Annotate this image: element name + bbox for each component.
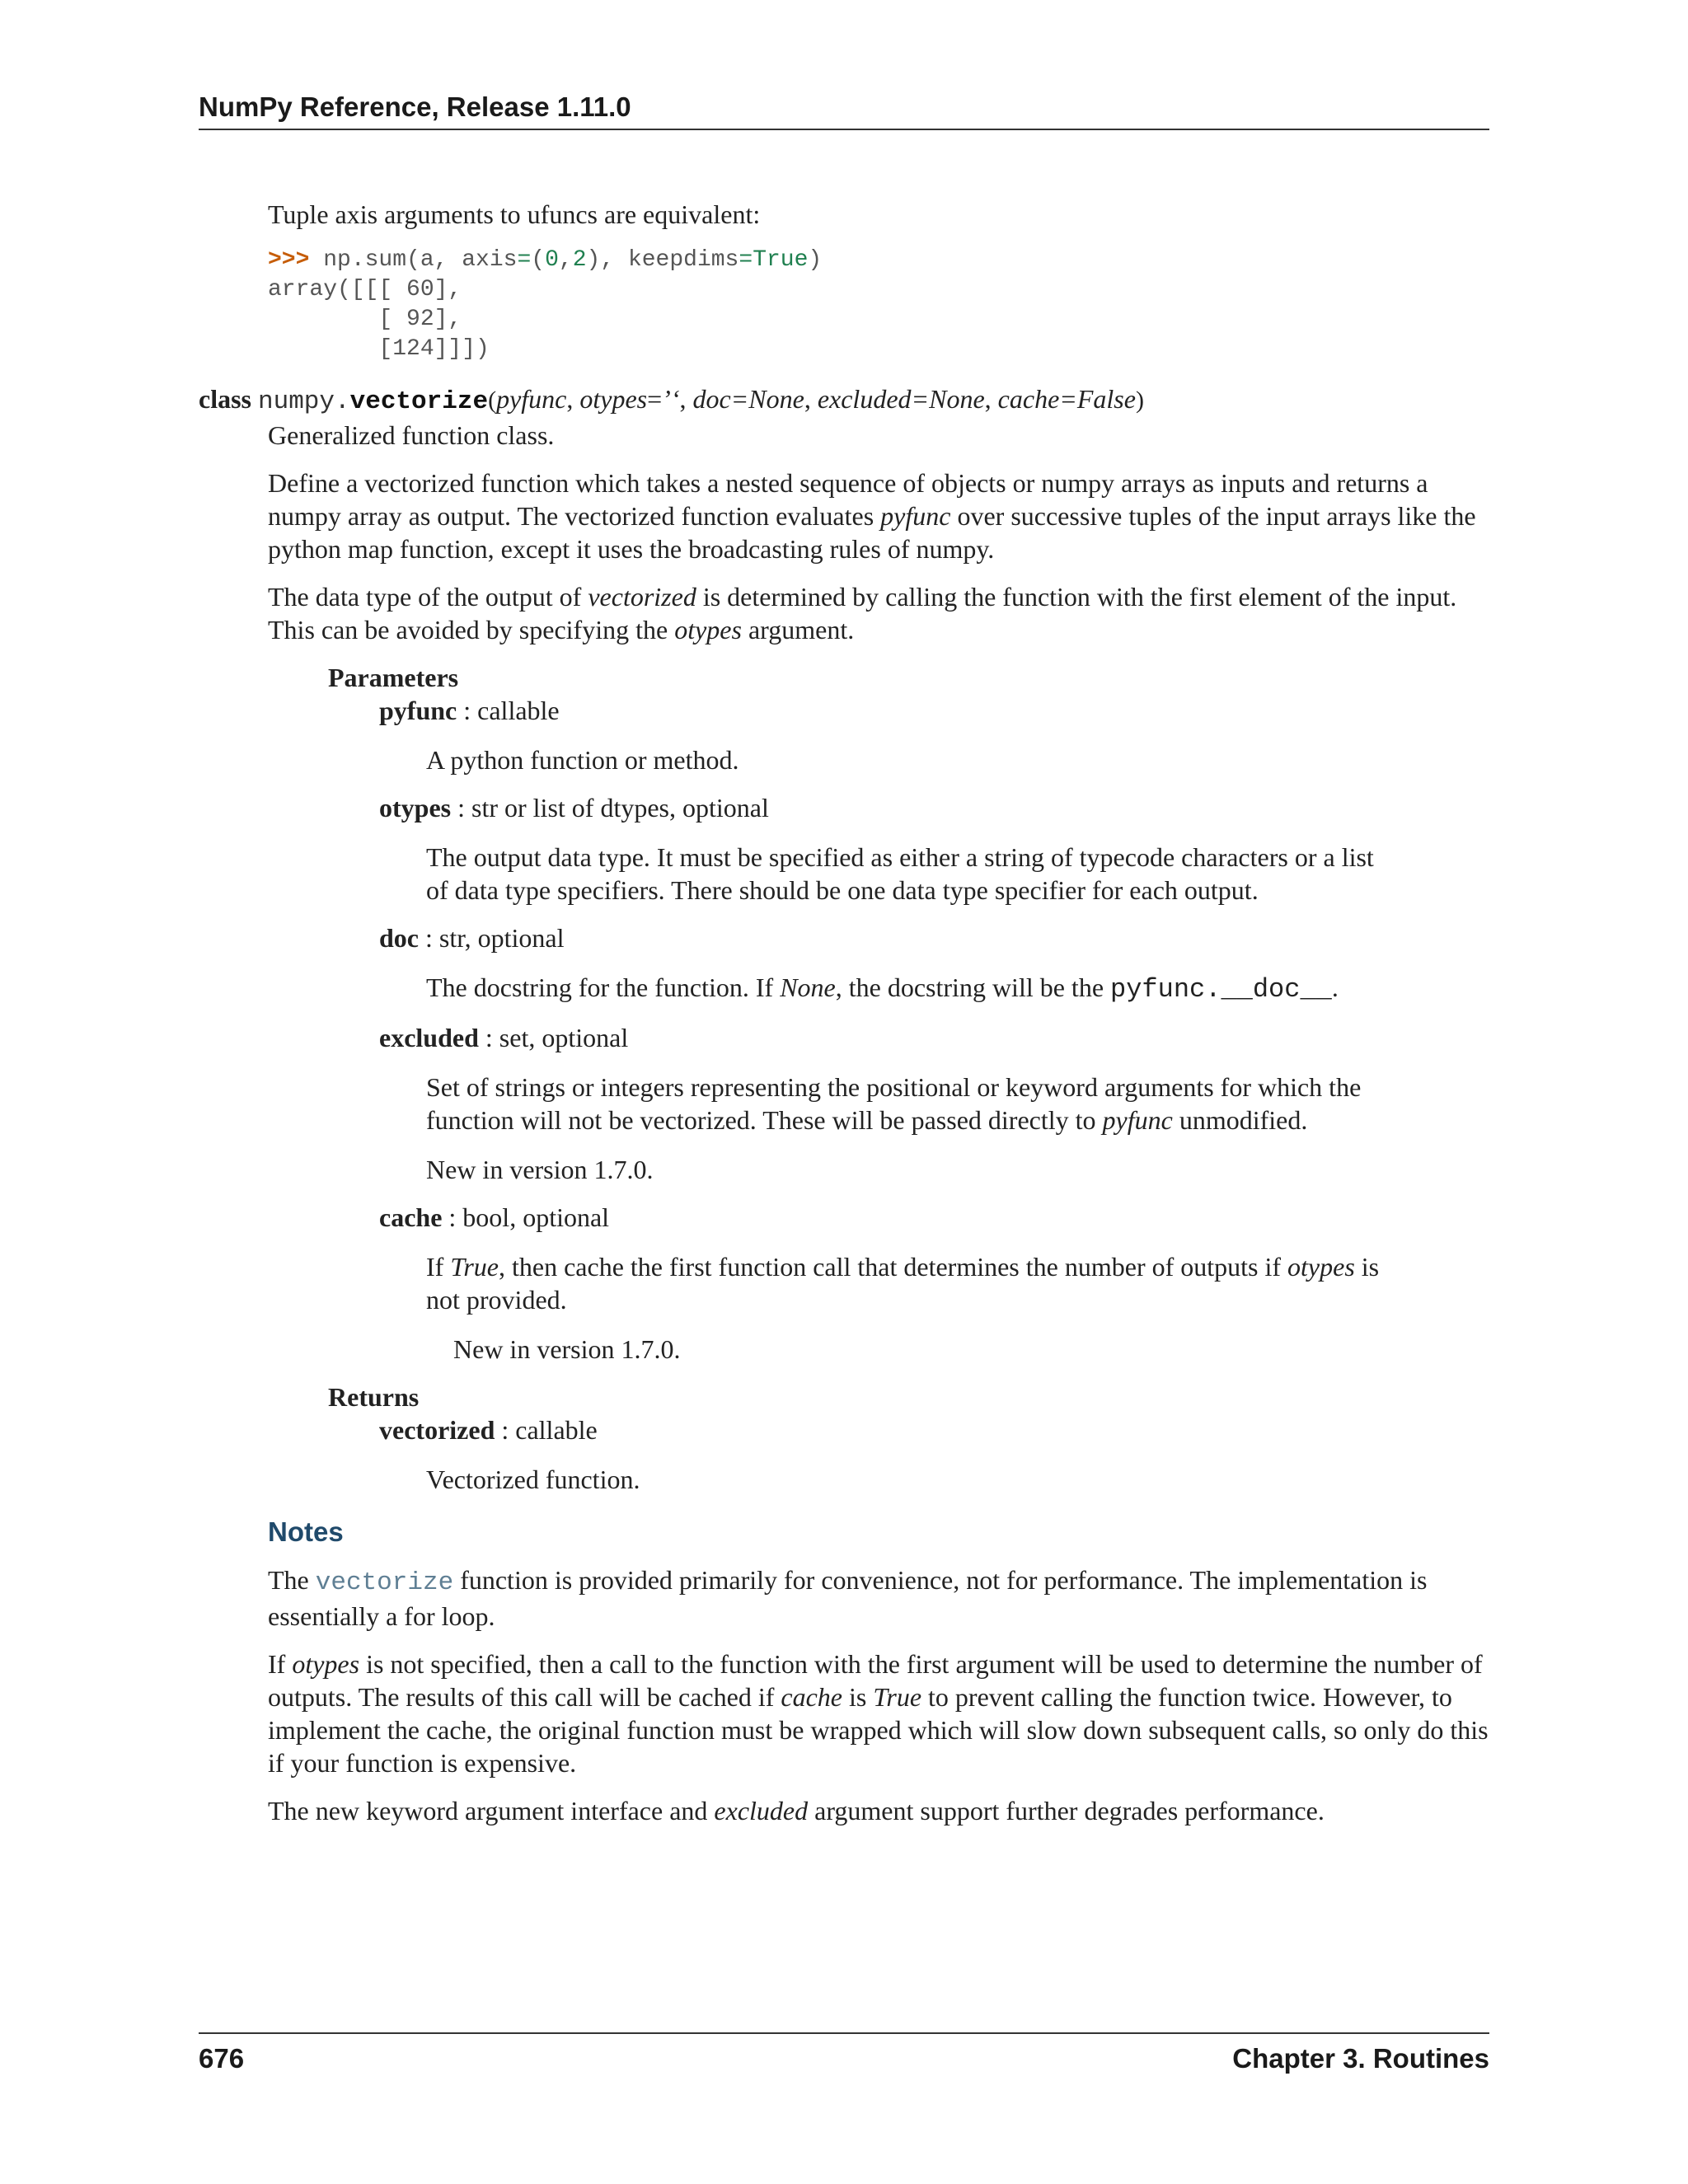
code-prompt: >>> bbox=[268, 247, 310, 273]
param-otypes-desc: The output data type. It must be specified as either a string of typecode characters or a list of data type specifiers. There should be one data type specifier for each output. bbox=[426, 842, 1374, 905]
param-pyfunc-sig: pyfunc bbox=[496, 384, 567, 414]
text-emphasis: pyfunc bbox=[1102, 1105, 1173, 1135]
return-vectorized bbox=[379, 1413, 1489, 1446]
description-paragraph-1 bbox=[268, 466, 1489, 565]
text-run: Set of strings or integers representing the positional or keyword arguments for which the function will not be vectorized. These will be passed directly to bbox=[426, 1072, 1362, 1135]
signature-sep: , bbox=[679, 384, 693, 414]
text-emphasis: True bbox=[873, 1682, 922, 1712]
code-output-line-1: array([[[ 60], bbox=[268, 277, 462, 302]
inline-code: pyfunc.__doc__ bbox=[1110, 974, 1332, 1005]
intro-text: Tuple axis arguments to ufuncs are equivalent: bbox=[268, 199, 761, 229]
chapter-title: Chapter 3. Routines bbox=[1232, 2043, 1489, 2074]
text-emphasis: pyfunc bbox=[880, 501, 951, 531]
text-emphasis: None bbox=[780, 972, 836, 1002]
param-doc-sig: doc=None bbox=[692, 384, 804, 414]
param-otypes-sig: otypes bbox=[579, 384, 648, 414]
text-run: The new keyword argument interface and bbox=[268, 1796, 715, 1825]
param-cache-version: New in version 1.7.0. bbox=[453, 1334, 681, 1364]
return-name: vectorized bbox=[379, 1415, 495, 1445]
param-pyfunc-desc: A python function or method. bbox=[426, 745, 739, 775]
text-run: The bbox=[268, 1565, 316, 1595]
text-run: argument support further degrades performance. bbox=[808, 1796, 1325, 1825]
code-eq2: = bbox=[738, 247, 753, 273]
text-run: argument. bbox=[741, 615, 855, 644]
param-excluded-sig: excluded=None bbox=[817, 384, 985, 414]
param-cache-sig: cache=False bbox=[997, 384, 1136, 414]
param-doc-desc bbox=[426, 971, 1580, 1006]
text-run: function is provided primarily for convenience, not for performance. The implementation is essentially a for loop. bbox=[268, 1565, 1428, 1631]
text-run: is not provided. bbox=[426, 1252, 1380, 1315]
notes-heading: Notes bbox=[268, 1516, 344, 1547]
signature-open: ( bbox=[488, 387, 497, 414]
page-body bbox=[199, 198, 1489, 1827]
param-name: doc bbox=[379, 923, 419, 953]
code-num-2: 2 bbox=[572, 247, 587, 273]
param-excluded-desc bbox=[426, 1071, 1382, 1137]
text-emphasis: otypes bbox=[674, 615, 742, 644]
text-run: to prevent calling the function twice. However, to implement the cache, the original function must be wrapped which will slow down subsequent calls, so only do this if your function is expensive. bbox=[268, 1682, 1489, 1778]
param-doc bbox=[379, 921, 1489, 954]
vectorize-link[interactable]: vectorize bbox=[315, 1568, 454, 1597]
text-run: Define a vectorized function which takes a nested sequence of objects or numpy arrays as inputs and returns a numpy array as output. The vectorized function evaluates bbox=[268, 468, 1428, 531]
notes-paragraph-2 bbox=[268, 1647, 1489, 1779]
class-signature bbox=[199, 382, 1489, 419]
param-pyfunc bbox=[379, 694, 1489, 727]
text-run: is bbox=[842, 1682, 874, 1712]
text-run: unmodified. bbox=[1172, 1105, 1308, 1135]
param-cache-desc bbox=[426, 1250, 1382, 1316]
text-run: , the docstring will be the bbox=[835, 972, 1111, 1002]
param-name: pyfunc bbox=[379, 696, 457, 725]
code-paren-open: ( bbox=[531, 247, 546, 273]
page-header bbox=[199, 91, 1489, 130]
return-type: : callable bbox=[495, 1415, 598, 1445]
signature-module: numpy. bbox=[258, 387, 350, 416]
description-paragraph-2 bbox=[268, 580, 1489, 646]
param-cache bbox=[379, 1201, 1489, 1234]
code-comma: , bbox=[558, 247, 573, 273]
text-run: is determined by calling the function with the first element of the input. This can be avoided by specifying the bbox=[268, 582, 1457, 644]
text-emphasis: cache bbox=[781, 1682, 842, 1712]
code-true: True bbox=[753, 247, 809, 273]
code-example bbox=[268, 246, 1489, 364]
param-name: excluded bbox=[379, 1023, 479, 1052]
param-excluded bbox=[379, 1021, 1489, 1054]
text-emphasis: otypes bbox=[292, 1649, 360, 1679]
code-call-b: ), keepdims bbox=[586, 247, 739, 273]
text-run: If bbox=[426, 1252, 451, 1282]
summary-text: Generalized function class. bbox=[268, 420, 555, 450]
text-run: The docstring for the function. If bbox=[426, 972, 781, 1002]
text-emphasis: vectorized bbox=[588, 582, 696, 612]
param-type: : str, optional bbox=[419, 923, 565, 953]
text-run: , then cache the first function call that determines the number of outputs if bbox=[499, 1252, 1288, 1282]
signature-eq: = bbox=[647, 384, 663, 414]
signature-name: vectorize bbox=[349, 387, 489, 416]
signature-sep: , bbox=[566, 384, 580, 414]
parameters-heading: Parameters bbox=[328, 663, 459, 692]
header-title: NumPy Reference, Release 1.11.0 bbox=[199, 91, 631, 122]
page-footer bbox=[199, 2032, 1489, 2075]
code-output-line-2: [ 92], bbox=[268, 307, 462, 332]
param-type: : str or list of dtypes, optional bbox=[451, 793, 769, 823]
signature-sep: , bbox=[984, 384, 998, 414]
text-emphasis: excluded bbox=[714, 1796, 809, 1825]
text-run: is not specified, then a call to the function with the first argument will be used to determine the number of outputs. The results of this call will be cached if bbox=[268, 1649, 1483, 1712]
code-eq1: = bbox=[517, 247, 532, 273]
code-call-a: np.sum(a, axis bbox=[309, 247, 518, 273]
text-emphasis: True bbox=[450, 1252, 499, 1282]
signature-close: ) bbox=[1135, 387, 1144, 414]
param-type: : callable bbox=[457, 696, 560, 725]
param-otypes-default: ’‘ bbox=[662, 384, 680, 414]
param-excluded-version: New in version 1.7.0. bbox=[426, 1155, 654, 1184]
class-keyword: class bbox=[199, 384, 251, 414]
text-run: . bbox=[1331, 972, 1339, 1002]
code-num-0: 0 bbox=[545, 247, 559, 273]
notes-paragraph-1 bbox=[268, 1563, 1489, 1633]
notes-paragraph-3 bbox=[268, 1794, 1489, 1827]
signature-sep: , bbox=[804, 384, 818, 414]
text-emphasis: otypes bbox=[1287, 1252, 1355, 1282]
code-output-line-3: [124]]]) bbox=[268, 336, 490, 362]
code-call-end: ) bbox=[808, 247, 823, 273]
param-name: cache bbox=[379, 1202, 443, 1232]
page-number: 676 bbox=[199, 2043, 245, 2074]
return-desc: Vectorized function. bbox=[426, 1465, 640, 1494]
param-type: : set, optional bbox=[478, 1023, 629, 1052]
text-run: If bbox=[268, 1649, 293, 1679]
returns-heading: Returns bbox=[328, 1382, 420, 1412]
param-name: otypes bbox=[379, 793, 452, 823]
text-run: over successive tuples of the input arrays like the python map function, except it uses the broadcasting rules of numpy. bbox=[268, 501, 1476, 564]
text-run: The data type of the output of bbox=[268, 582, 588, 612]
param-type: : bool, optional bbox=[442, 1202, 610, 1232]
param-otypes bbox=[379, 791, 1489, 824]
